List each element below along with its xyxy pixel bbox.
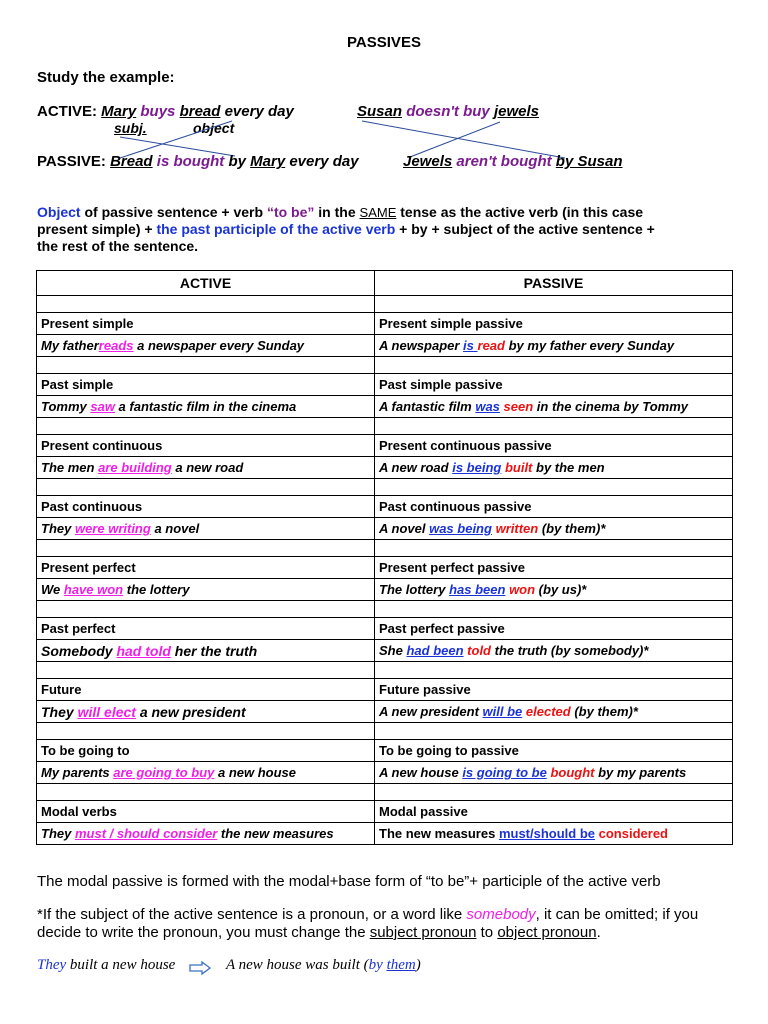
active-subject: Tommy [41,399,91,414]
spacer-cell [375,784,733,801]
active-verb: were writing [74,521,151,536]
neg-passive-by-agent: by Susan [555,153,623,170]
note-text: , it can be omitted; if you [535,906,699,923]
passive-subject: A fantastic film [379,399,476,414]
active-rest: a new president [135,703,246,720]
tense-table [36,270,733,845]
passive-by: by [228,153,246,170]
spacer-cell [37,357,375,374]
rule-object: Object [37,204,81,220]
passive-aux: is [463,338,478,353]
modal-note: The modal passive is formed with the modal+base form of “to be”+ participle of the active verb [37,873,661,890]
rule-text: present simple) + [37,221,157,237]
spacer-cell [375,296,733,313]
active-example [37,762,375,784]
rule-same: SAME [359,205,397,220]
spacer-cell [37,784,375,801]
active-rest: a new house [214,765,297,780]
example-text: A new house was built ( [226,957,369,973]
active-rest: the new measures [217,826,334,841]
spacer-cell [375,418,733,435]
tense-label-passive: Past continuous passive [375,496,733,518]
spacer-cell [375,540,733,557]
active-label: ACTIVE: [37,103,97,120]
example-row [37,579,733,601]
note-somebody: somebody [466,906,536,923]
active-object: bread [179,103,221,120]
spacer-row [37,357,733,374]
active-rest: a newspaper every Sunday [133,338,305,353]
spacer-cell [37,296,375,313]
tense-label-active: Past perfect [37,618,375,640]
active-rest: a fantastic film in the cinema [114,399,297,414]
example-row [37,701,733,723]
passive-example [375,396,733,418]
spacer-cell [375,723,733,740]
passive-rest: in the cinema by Tommy [533,399,689,414]
object-label: object [193,120,235,136]
tense-label-row [37,801,733,823]
passive-aux: is going to be [462,765,547,780]
active-subject: They [41,521,75,536]
example-row [37,457,733,479]
example-by: by [368,957,383,973]
active-example [37,457,375,479]
spacer-cell [37,601,375,618]
active-example [37,335,375,357]
active-rest: the lottery [123,582,190,597]
rule-paragraph [37,204,737,255]
tense-label-passive: Present simple passive [375,313,733,335]
active-verb: must / should consider [74,826,218,841]
passive-participle: seen [503,399,534,414]
spacer-row [37,540,733,557]
spacer-cell [375,357,733,374]
example-passive-sentence [226,957,421,974]
passive-subject: The new measures [379,826,499,841]
example-row [37,335,733,357]
tense-label-passive: Past simple passive [375,374,733,396]
rule-text: of passive sentence + verb [80,204,267,220]
passive-rest: the truth (by somebody)* [491,643,649,658]
tense-label-active: Present perfect [37,557,375,579]
note-text: . [596,924,601,941]
passive-participle: told [467,643,491,658]
passive-participle: considered [598,826,668,841]
active-subject: We [41,582,64,597]
passive-example [375,518,733,540]
note-text: *If the subject of the active sentence is a pronoun, or a word like [37,906,467,923]
note-subject-pronoun: subject pronoun [369,924,477,941]
passive-example [375,823,733,845]
tense-label-active: Present continuous [37,435,375,457]
tense-label-passive: Present perfect passive [375,557,733,579]
active-verb: reads [98,338,134,353]
passive-aux: was being [429,521,492,536]
passive-label: PASSIVE: [37,153,106,170]
tense-label-row [37,313,733,335]
active-example [37,823,375,845]
passive-rest: by my father every Sunday [504,338,675,353]
note-text: decide to write the pronoun, you must change the [37,924,370,941]
tense-label-passive: To be going to passive [375,740,733,762]
example-row [37,640,733,662]
active-verb: had told [116,642,171,659]
tense-label-active: Past simple [37,374,375,396]
passive-subject: A newspaper [379,338,464,353]
passive-subject: Bread [110,153,153,170]
passive-example [375,457,733,479]
example-passive-line [37,153,359,170]
active-verb: buys [140,103,176,120]
spacer-cell [375,662,733,679]
note-object-pronoun: object pronoun [497,924,597,941]
active-subject: They [41,703,78,720]
active-rest: every day [224,103,294,120]
passive-subject: A novel [379,521,430,536]
cross-line [410,122,500,157]
passive-participle: bought [550,765,595,780]
passive-participle: built [504,460,533,475]
tense-label-row [37,618,733,640]
example-they: They [37,957,67,973]
passive-subject: She [379,643,407,658]
active-subject: My father [41,338,99,353]
passive-aux: was [475,399,500,414]
rule-text: tense as the active verb (in this case [396,204,644,220]
active-verb: are going to buy [113,765,215,780]
spacer-row [37,418,733,435]
tense-label-active: Modal verbs [37,801,375,823]
spacer-row [37,479,733,496]
passive-rest: every day [289,153,359,170]
rule-past-participle: the past participle of the active verb [156,221,396,237]
passive-rest: by my parents [594,765,687,780]
passive-rest: (by them)* [538,521,606,536]
spacer-row [37,296,733,313]
active-subject: The men [41,460,99,475]
passive-example [375,640,733,662]
active-subject: They [41,826,75,841]
example-active-sentence [37,957,175,974]
spacer-cell [37,662,375,679]
tense-label-row [37,679,733,701]
neg-active-subject: Susan [357,103,403,120]
right-arrow-icon [189,961,211,975]
pronoun-note [37,906,698,942]
tense-label-row [37,496,733,518]
tense-label-row [37,435,733,457]
active-subject: Mary [101,103,137,120]
example-text: ) [415,957,421,973]
page-title: PASSIVES [347,34,421,51]
rule-text: in the [314,204,360,220]
active-subject: Somebody [41,642,117,659]
tense-label-active: Future [37,679,375,701]
passive-participle: won [509,582,536,597]
active-rest: a new road [171,460,244,475]
tense-label-row [37,557,733,579]
example-row [37,762,733,784]
passive-rest: by the men [532,460,605,475]
spacer-cell [37,723,375,740]
passive-subject: A new house [379,765,463,780]
active-verb: will elect [77,703,136,720]
passive-participle: read [477,338,505,353]
passive-example [375,579,733,601]
subj-label: subj. [114,120,147,136]
spacer-cell [37,479,375,496]
passive-subject: A new road [379,460,453,475]
spacer-row [37,784,733,801]
passive-example [375,701,733,723]
passive-aux: had been [406,643,464,658]
tense-label-passive: Past perfect passive [375,618,733,640]
neg-active-object: jewels [493,103,539,120]
example-neg-passive-line [403,153,622,170]
spacer-row [37,662,733,679]
passive-example [375,335,733,357]
neg-passive-verb: aren't bought [456,153,552,170]
active-verb: have won [63,582,124,597]
neg-active-verb: doesn't buy [406,103,490,120]
passive-participle: elected [525,704,571,719]
spacer-cell [375,479,733,496]
rule-text: + by + subject of the active sentence + [395,221,655,237]
tense-label-active: To be going to [37,740,375,762]
active-rest: her the truth [170,642,258,659]
tense-label-row [37,740,733,762]
note-text: to [476,924,498,941]
tense-label-passive: Present continuous passive [375,435,733,457]
example-them: them [386,957,416,973]
header-active: ACTIVE [37,271,375,296]
active-verb: saw [90,399,115,414]
passive-subject: A new president [379,704,483,719]
tense-label-passive: Future passive [375,679,733,701]
crossing-lines [0,0,768,200]
example-text: built a new house [66,957,176,973]
active-example [37,701,375,723]
rule-to-be: “to be” [266,204,315,220]
tense-label-row [37,374,733,396]
study-heading: Study the example: [37,69,175,86]
passive-rest: (by them)* [570,704,638,719]
active-verb: are building [98,460,172,475]
spacer-row [37,601,733,618]
spacer-cell [37,418,375,435]
spacer-cell [37,540,375,557]
header-passive: PASSIVE [375,271,733,296]
example-row [37,396,733,418]
active-subject: My parents [41,765,114,780]
active-example [37,640,375,662]
active-example [37,579,375,601]
passive-aux: must/should be [498,826,596,841]
passive-example [375,762,733,784]
example-row [37,518,733,540]
rule-text: the rest of the sentence. [37,238,199,254]
passive-rest: (by us)* [535,582,587,597]
neg-passive-subject: Jewels [403,153,453,170]
spacer-row [37,723,733,740]
active-rest: a novel [150,521,200,536]
passive-aux: will be [482,704,523,719]
passive-participle: written [495,521,539,536]
example-row [37,823,733,845]
active-example [37,396,375,418]
tense-label-passive: Modal passive [375,801,733,823]
spacer-cell [375,601,733,618]
passive-agent: Mary [250,153,286,170]
passive-aux: is being [452,460,502,475]
tense-label-active: Past continuous [37,496,375,518]
passive-subject: The lottery [379,582,450,597]
passive-aux: has been [449,582,506,597]
active-example [37,518,375,540]
passive-verb: is bought [156,153,225,170]
tense-label-active: Present simple [37,313,375,335]
table-header-row [37,271,733,296]
